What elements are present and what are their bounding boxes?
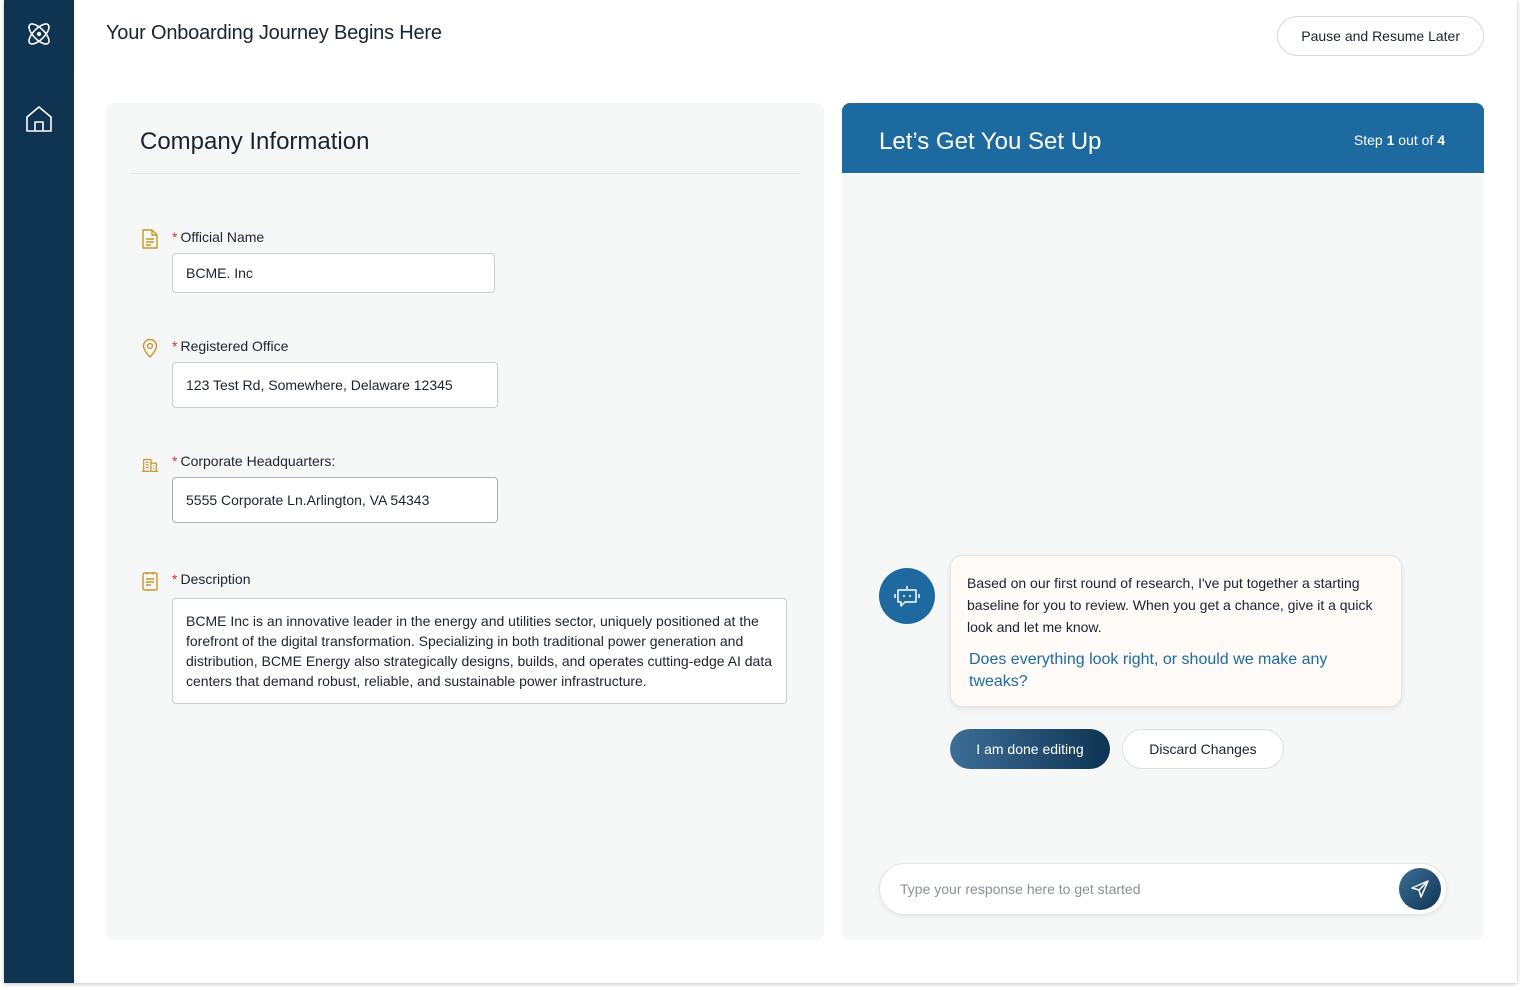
registered-office-label — [172, 338, 288, 354]
bot-question-text: Does everything look right, or should we make any tweaks? — [969, 651, 1328, 690]
document-icon — [141, 230, 159, 248]
bot-message-text: Based on our first round of research, I've put together a starting baseline for you to review. When you get a chance, give it a quick look and let me know. — [967, 575, 1373, 635]
home-icon[interactable] — [23, 103, 55, 135]
step-prefix: Step — [1353, 132, 1383, 148]
description-label-text: Description — [180, 571, 251, 587]
done-editing-button[interactable]: I am done editing — [950, 729, 1110, 769]
chat-header — [842, 103, 1484, 173]
send-button[interactable] — [1399, 868, 1441, 910]
app-window — [4, 0, 1517, 983]
official-name-input[interactable] — [172, 253, 495, 293]
required-mark: * — [172, 338, 178, 354]
company-information-card — [106, 103, 824, 940]
divider — [131, 173, 800, 174]
registered-office-input[interactable] — [172, 362, 498, 408]
sidebar — [4, 0, 74, 983]
pause-resume-button[interactable]: Pause and Resume Later — [1277, 16, 1484, 56]
step-total: 4 — [1437, 132, 1445, 148]
discard-changes-button[interactable]: Discard Changes — [1122, 729, 1284, 769]
corporate-headquarters-input[interactable] — [172, 477, 498, 523]
step-indicator — [1354, 132, 1445, 148]
bot-message-bubble — [950, 555, 1402, 707]
main-content — [74, 68, 1517, 983]
description-label — [172, 571, 250, 587]
required-mark: * — [172, 453, 178, 469]
registered-office-label-text: Registered Office — [180, 338, 289, 354]
step-current: 1 — [1386, 132, 1395, 148]
required-mark: * — [172, 571, 178, 587]
notes-icon — [141, 572, 159, 590]
location-pin-icon — [141, 339, 159, 357]
chat-response-input[interactable] — [900, 864, 1380, 914]
top-bar — [74, 0, 1517, 68]
card-title: Company Information — [140, 128, 370, 155]
corporate-headquarters-label-text: Corporate Headquarters: — [180, 453, 336, 469]
page-title: Your Onboarding Journey Begins Here — [106, 22, 442, 44]
required-mark: * — [172, 229, 178, 245]
building-icon — [141, 455, 159, 473]
step-middle: out of — [1398, 132, 1434, 148]
send-icon — [1410, 879, 1430, 899]
official-name-label — [172, 229, 264, 245]
chat-title: Let’s Get You Set Up — [879, 128, 1102, 155]
atom-icon[interactable] — [4, 0, 74, 68]
official-name-label-text: Official Name — [180, 229, 265, 245]
corporate-headquarters-label — [172, 453, 335, 469]
description-textarea[interactable] — [172, 598, 787, 704]
setup-chat-card — [842, 103, 1484, 940]
chat-composer — [879, 863, 1447, 915]
bot-avatar-icon — [879, 568, 935, 624]
